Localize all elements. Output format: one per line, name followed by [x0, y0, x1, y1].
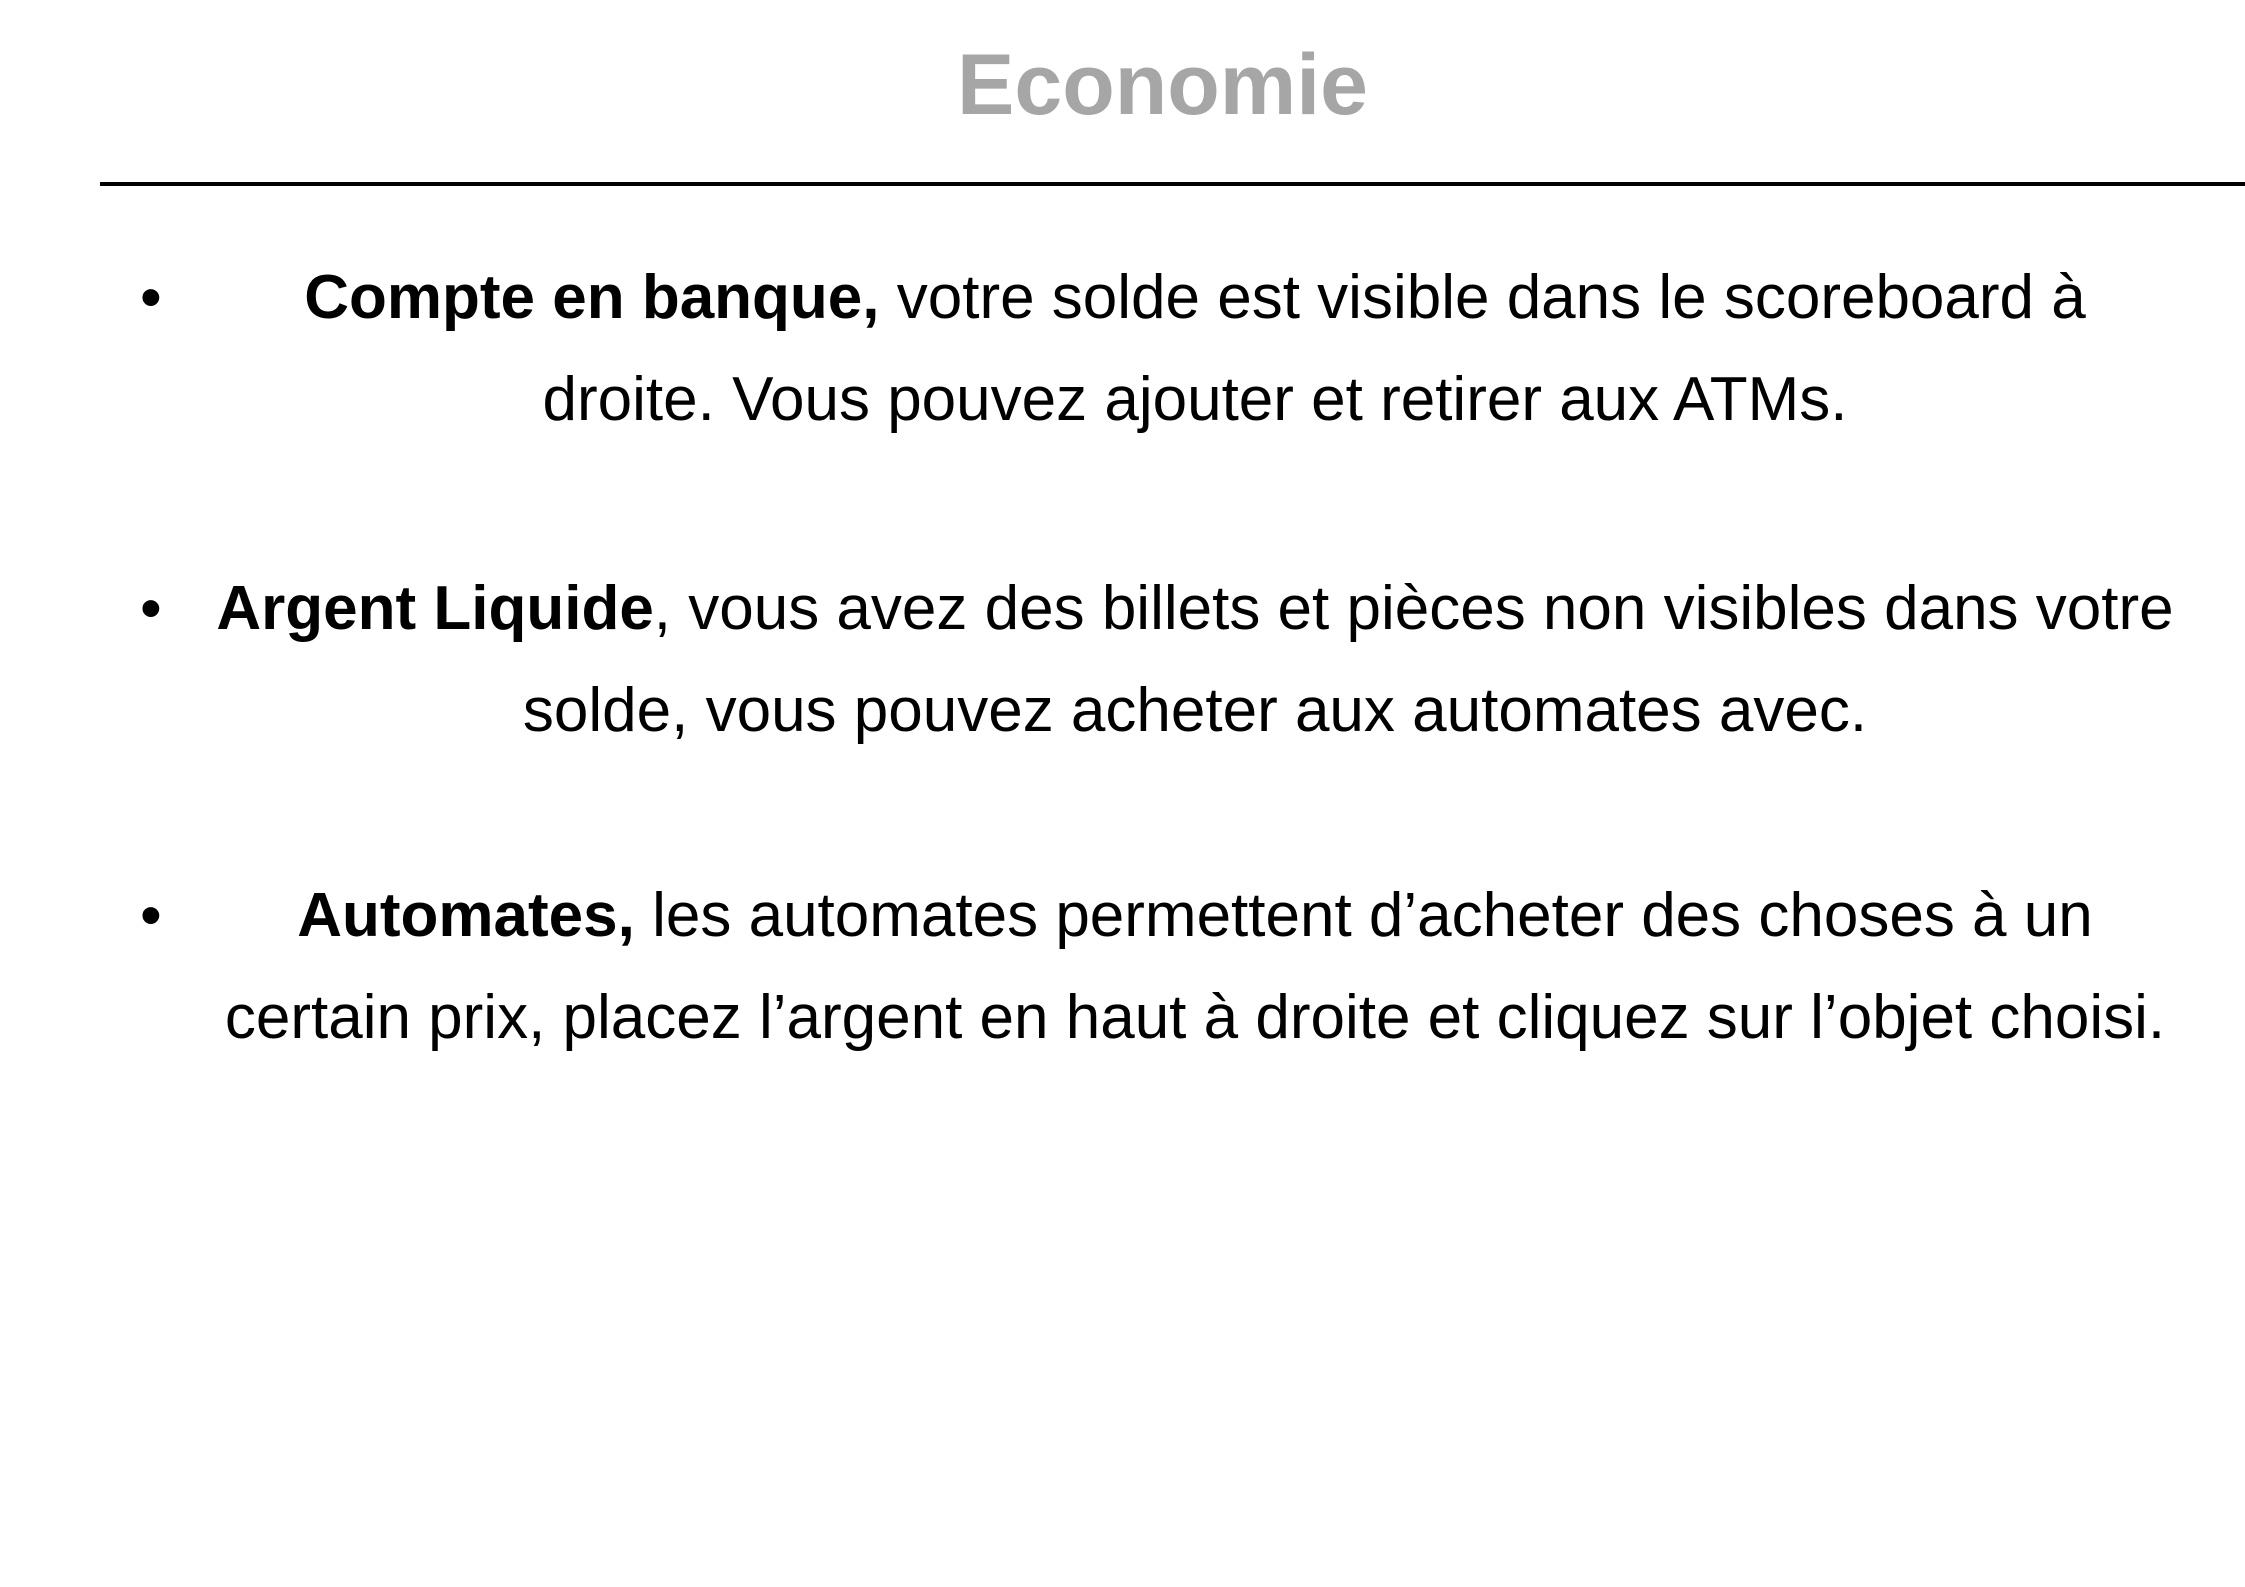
list-item-heading: Automates,	[297, 881, 635, 950]
list-item-compte-en-banque	[140, 247, 2180, 451]
list-item-automates	[140, 865, 2180, 1069]
bullet-icon: •	[140, 574, 162, 643]
list-item-text	[210, 247, 2180, 451]
list-item-heading: Compte en banque,	[304, 263, 880, 332]
title-divider	[100, 182, 2245, 186]
list-item-text	[210, 558, 2180, 762]
list-item-body: votre solde est visible dans le scoreboard à droite. Vous pouvez ajouter et retirer aux ATMs.	[542, 263, 2086, 434]
page-title	[0, 37, 2245, 133]
list-item-body: , vous avez des billets et pièces non visibles dans votre solde, vous pouvez acheter aux automates avec.	[522, 574, 2174, 745]
bullet-icon: •	[140, 881, 162, 950]
list-item-body: les automates permettent d’acheter des choses à un certain prix, placez l’argent en haut à droite et cliquez sur l’objet choisi.	[224, 881, 2166, 1052]
list-item-argent-liquide	[140, 558, 2180, 762]
bullet-icon: •	[140, 263, 162, 332]
list-item-text	[210, 865, 2180, 1069]
list-item-heading: Argent Liquide	[216, 574, 654, 643]
page-title-text: Economie	[957, 37, 1368, 133]
